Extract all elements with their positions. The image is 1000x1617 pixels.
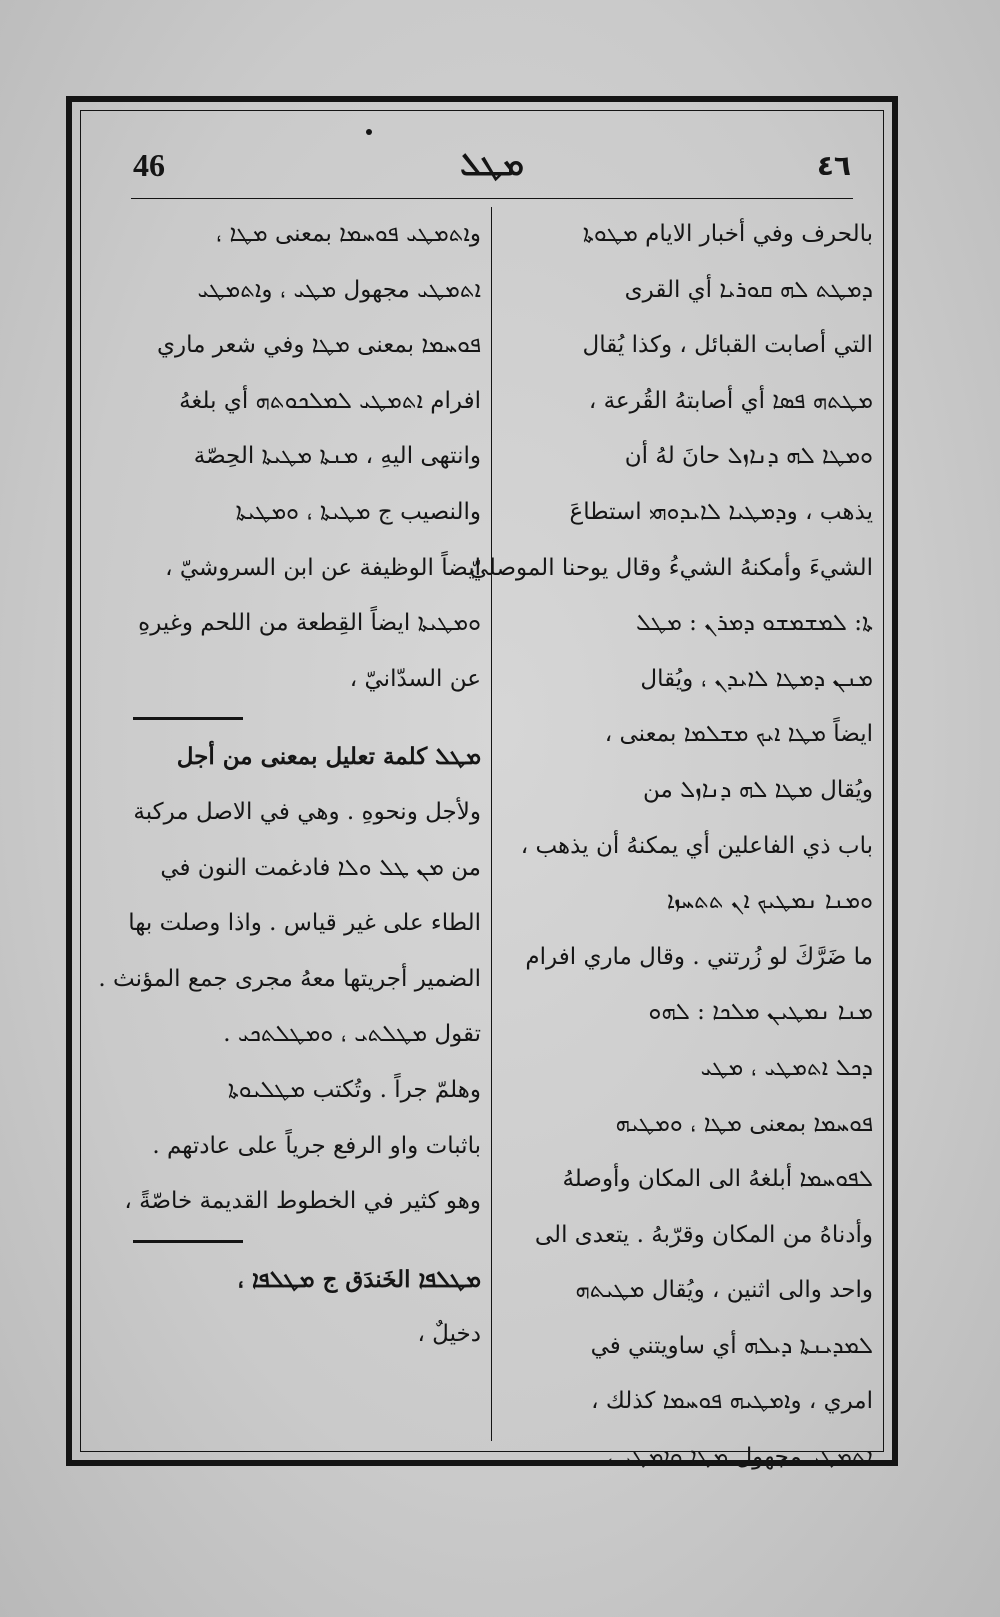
text-line: التي أصابت القبائل ، وكذا يُقال [582, 332, 873, 359]
page-number-latin: 46 [133, 147, 165, 183]
text-line: يذهب ، وܕܡܛܝܐ ܠܐܝܕܘܗܝ استطاعَ [569, 498, 873, 525]
text-line: ܡܛܬܗ ܦܣܐ أي أصابتهُ القُرعة ، [588, 387, 873, 414]
text-line: ܘܡܢܐ ܢܡܛܝܟ ܐܢ ܬܬܚܙܐ [666, 888, 873, 915]
running-head: ܡܛܠ [460, 145, 524, 183]
text-line: ܕܟܠ ܐܬܡܛܝ ، ܡܛܝ [700, 1054, 873, 1081]
text-line: ولأجل ونحوهِ . وهي في الاصل مركبة [133, 798, 481, 825]
text-line: ܐܬܡܛܝ مجهول ܡܛܐ ܘܐܡܛܝ ، [607, 1444, 873, 1471]
page-header [133, 141, 851, 201]
page-number-arabic: ٤٦ [816, 149, 851, 182]
left-column [98, 207, 481, 1363]
page-border [66, 96, 898, 1471]
text-line: عن السدّانيّ ، [349, 665, 481, 692]
text-line: ܡܢܐ ܢܡܛܝܢ ܡܠܟܐ : ܠܗܘ [648, 999, 873, 1026]
text-line: ما ضَرَّكَ لو زُرتني . وقال ماري افرام [525, 943, 873, 970]
text-line: من ܡܢ ܛܠ ܘܠܐ فادغمت النون في [160, 854, 481, 881]
text-line: افرام ܐܬܡܛܝ ܠܡܠܟܘܬܗ أي بلغهُ [179, 387, 481, 414]
text-line: تقول ܡܛܠܬܝ ، ܘܡܛܠܬܟܝ . [223, 1021, 481, 1048]
header-rule [131, 198, 853, 199]
text-line: الضمير أجريتها معهُ مجرى جمع المؤنث . [98, 965, 481, 992]
right-column [469, 207, 873, 1486]
section-divider [129, 707, 481, 729]
header-dot [366, 129, 372, 135]
text-line: وانتهى اليهِ ، ܡܢܬܐ ܡܛܝܬܐ الحِصّة [193, 443, 481, 470]
text-line: ܦܘܚܡܐ بمعنى ܡܛܐ وفي شعر ماري [157, 332, 481, 359]
text-line: ܐܬܡܛܝ مجهول ܡܛܝ ، وܐܬܡܛܝ [197, 276, 481, 303]
text-line: وهو كثير في الخطوط القديمة خاصّةً ، [124, 1188, 481, 1215]
text-line: وܐܬܡܛܝ ܦܘܚܡܐ بمعنى ܡܛܐ ، [215, 221, 481, 247]
text-line: باثبات واو الرفع جرياً على عادتهم . [152, 1132, 481, 1159]
text-line: ܦܘܚܡܐ بمعنى ܡܛܐ ، ܘܡܛܝܗ [615, 1110, 873, 1137]
text-line: ܡܢܢ ܕܡܛܐ ܠܐܝܕܢ ، ويُقال [640, 665, 873, 692]
text-line: وأدناهُ من المكان وقرّبهُ . يتعدى الى [534, 1221, 873, 1248]
page-border-inner [80, 110, 884, 1471]
text-line: امري ، وܐܡܛܝܗ ܦܘܚܡܐ كذلك ، [591, 1388, 873, 1415]
text-line: ايضاً الوظيفة عن ابن السروشيّ ، [165, 554, 481, 581]
column-divider [491, 207, 492, 1441]
text-line: ܡܛܠ كلمة تعليل بمعنى من أجل [176, 743, 481, 771]
text-line: واحد والى اثنين ، ويُقال ܡܛܝܬܗ [575, 1277, 873, 1304]
text-line: والنصيب ج ܡܛܝܬܐ ، ܘܡܛܝܬܐ [235, 498, 481, 525]
text-line: ܡܛܠܦܐ الخَندَق ج ܡܛܠܦܐ ، [237, 1265, 481, 1293]
text-line: دخيلٌ ، [417, 1321, 481, 1348]
entry-block-metul [98, 729, 481, 1229]
text-line: ܕܡܛܬ ܠܗ ܩܘܪܝܐ أي القرى [624, 276, 873, 303]
text-line: الشيءَ وأمكنهُ الشيءُ وقال يوحنا الموصليّ [469, 554, 873, 581]
text-line: ܠܦܘܚܡܐ أبلغهُ الى المكان وأوصلهُ [562, 1166, 873, 1193]
text-line: ܘܡܛܝܬܐ ايضاً القِطعة من اللحم وغيرهِ [138, 610, 481, 637]
text-line: وهلمّ جراً . وتُكتب ܡܛܠܝܘܬܐ [227, 1076, 481, 1103]
text-line: باب ذي الفاعلين أي يمكنهُ أن يذهب ، [520, 832, 873, 859]
section-divider [129, 1230, 481, 1252]
text-line: ܠܡܕܝܢܬܐ ܕܝܠܗ أي ساويتني في [590, 1332, 873, 1359]
text-line: ايضاً ܡܛܐ ܐܝܟ ܡܫܠܡܐ بمعنى ، [604, 721, 873, 748]
text-line: الطاء على غير قياس . واذا وصلت بها [128, 910, 481, 937]
entry-block-metlpa [129, 1252, 481, 1363]
text-line: ويُقال ܡܛܐ ܠܗ ܕܢܐܙܠ من [642, 776, 873, 803]
entry-block-mt [129, 207, 481, 707]
text-line: ܘܡܛܐ ܠܗ ܕܢܐܙܠ حانَ لهُ أن [624, 443, 873, 470]
text-line: ܬܐ: ܠܡܫܡܫܘ ܕܡܪܢ : ܡܛܠ [636, 610, 873, 637]
text-line: بالحرف وفي أخبار الايام ܡܛܘܬܐ [582, 221, 873, 247]
